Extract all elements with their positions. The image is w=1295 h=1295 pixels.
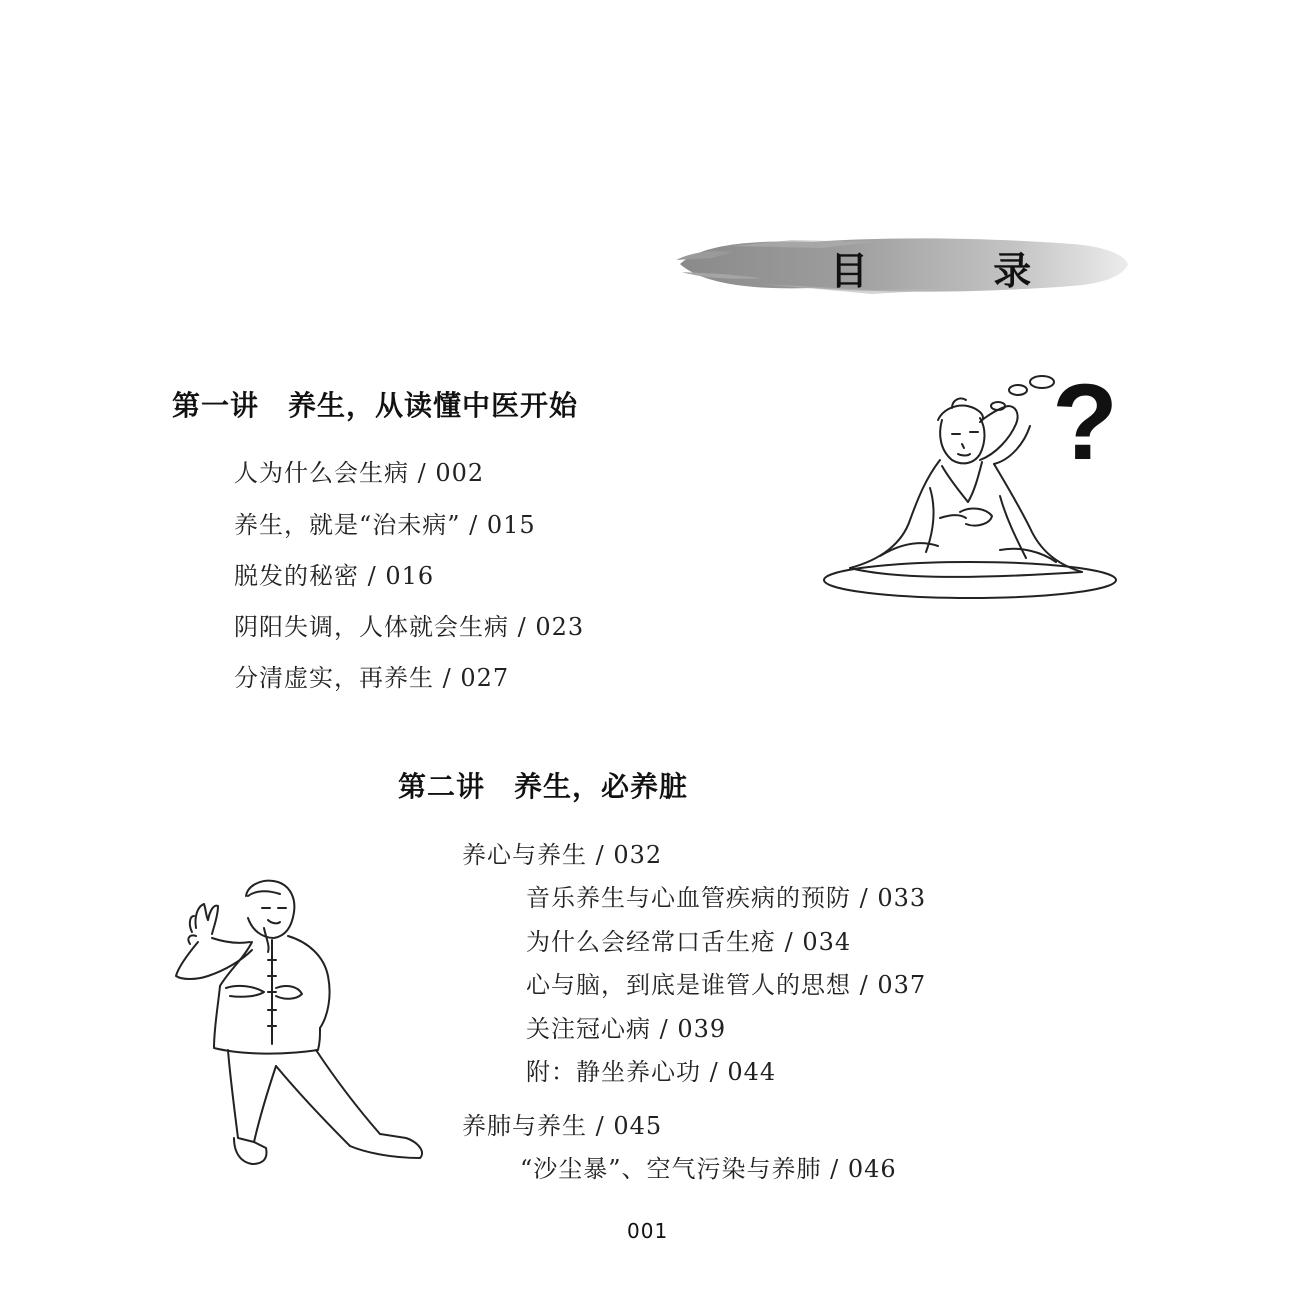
toc-entry[interactable]: 阴阳失调，人体就会生病 / 023 <box>234 613 585 641</box>
toc-section-heart[interactable]: 养心与养生 / 032 <box>462 841 663 869</box>
toc-entry[interactable]: “沙尘暴”、空气污染与养肺 / 046 <box>520 1155 897 1183</box>
chapter-1-title[interactable]: 第一讲 养生，从读懂中医开始 <box>172 389 579 422</box>
page-number: 001 <box>627 1219 669 1243</box>
toc-entry[interactable]: 音乐养生与心血管疾病的预防 / 033 <box>526 884 927 912</box>
chapter-2-title[interactable]: 第二讲 养生，必养脏 <box>398 770 689 803</box>
toc-entry[interactable]: 分清虚实，再养生 / 027 <box>234 664 510 692</box>
toc-title: 目 录 <box>830 248 1088 293</box>
toc-section-lung[interactable]: 养肺与养生 / 045 <box>462 1112 663 1140</box>
toc-entry[interactable]: 心与脑，到底是谁管人的思想 / 037 <box>526 971 927 999</box>
tai-chi-figure-illustration <box>168 876 436 1176</box>
toc-entry[interactable]: 脱发的秘密 / 016 <box>234 562 435 590</box>
toc-entry[interactable]: 附：静坐养心功 / 044 <box>526 1058 777 1086</box>
toc-entry[interactable]: 养生，就是“治未病” / 015 <box>234 511 536 539</box>
question-mark-icon: ? <box>1052 361 1118 482</box>
toc-entry[interactable]: 为什么会经常口舌生疮 / 034 <box>526 928 852 956</box>
toc-entry[interactable]: 关注冠心病 / 039 <box>526 1015 727 1043</box>
toc-entry[interactable]: 人为什么会生病 / 002 <box>234 459 485 487</box>
